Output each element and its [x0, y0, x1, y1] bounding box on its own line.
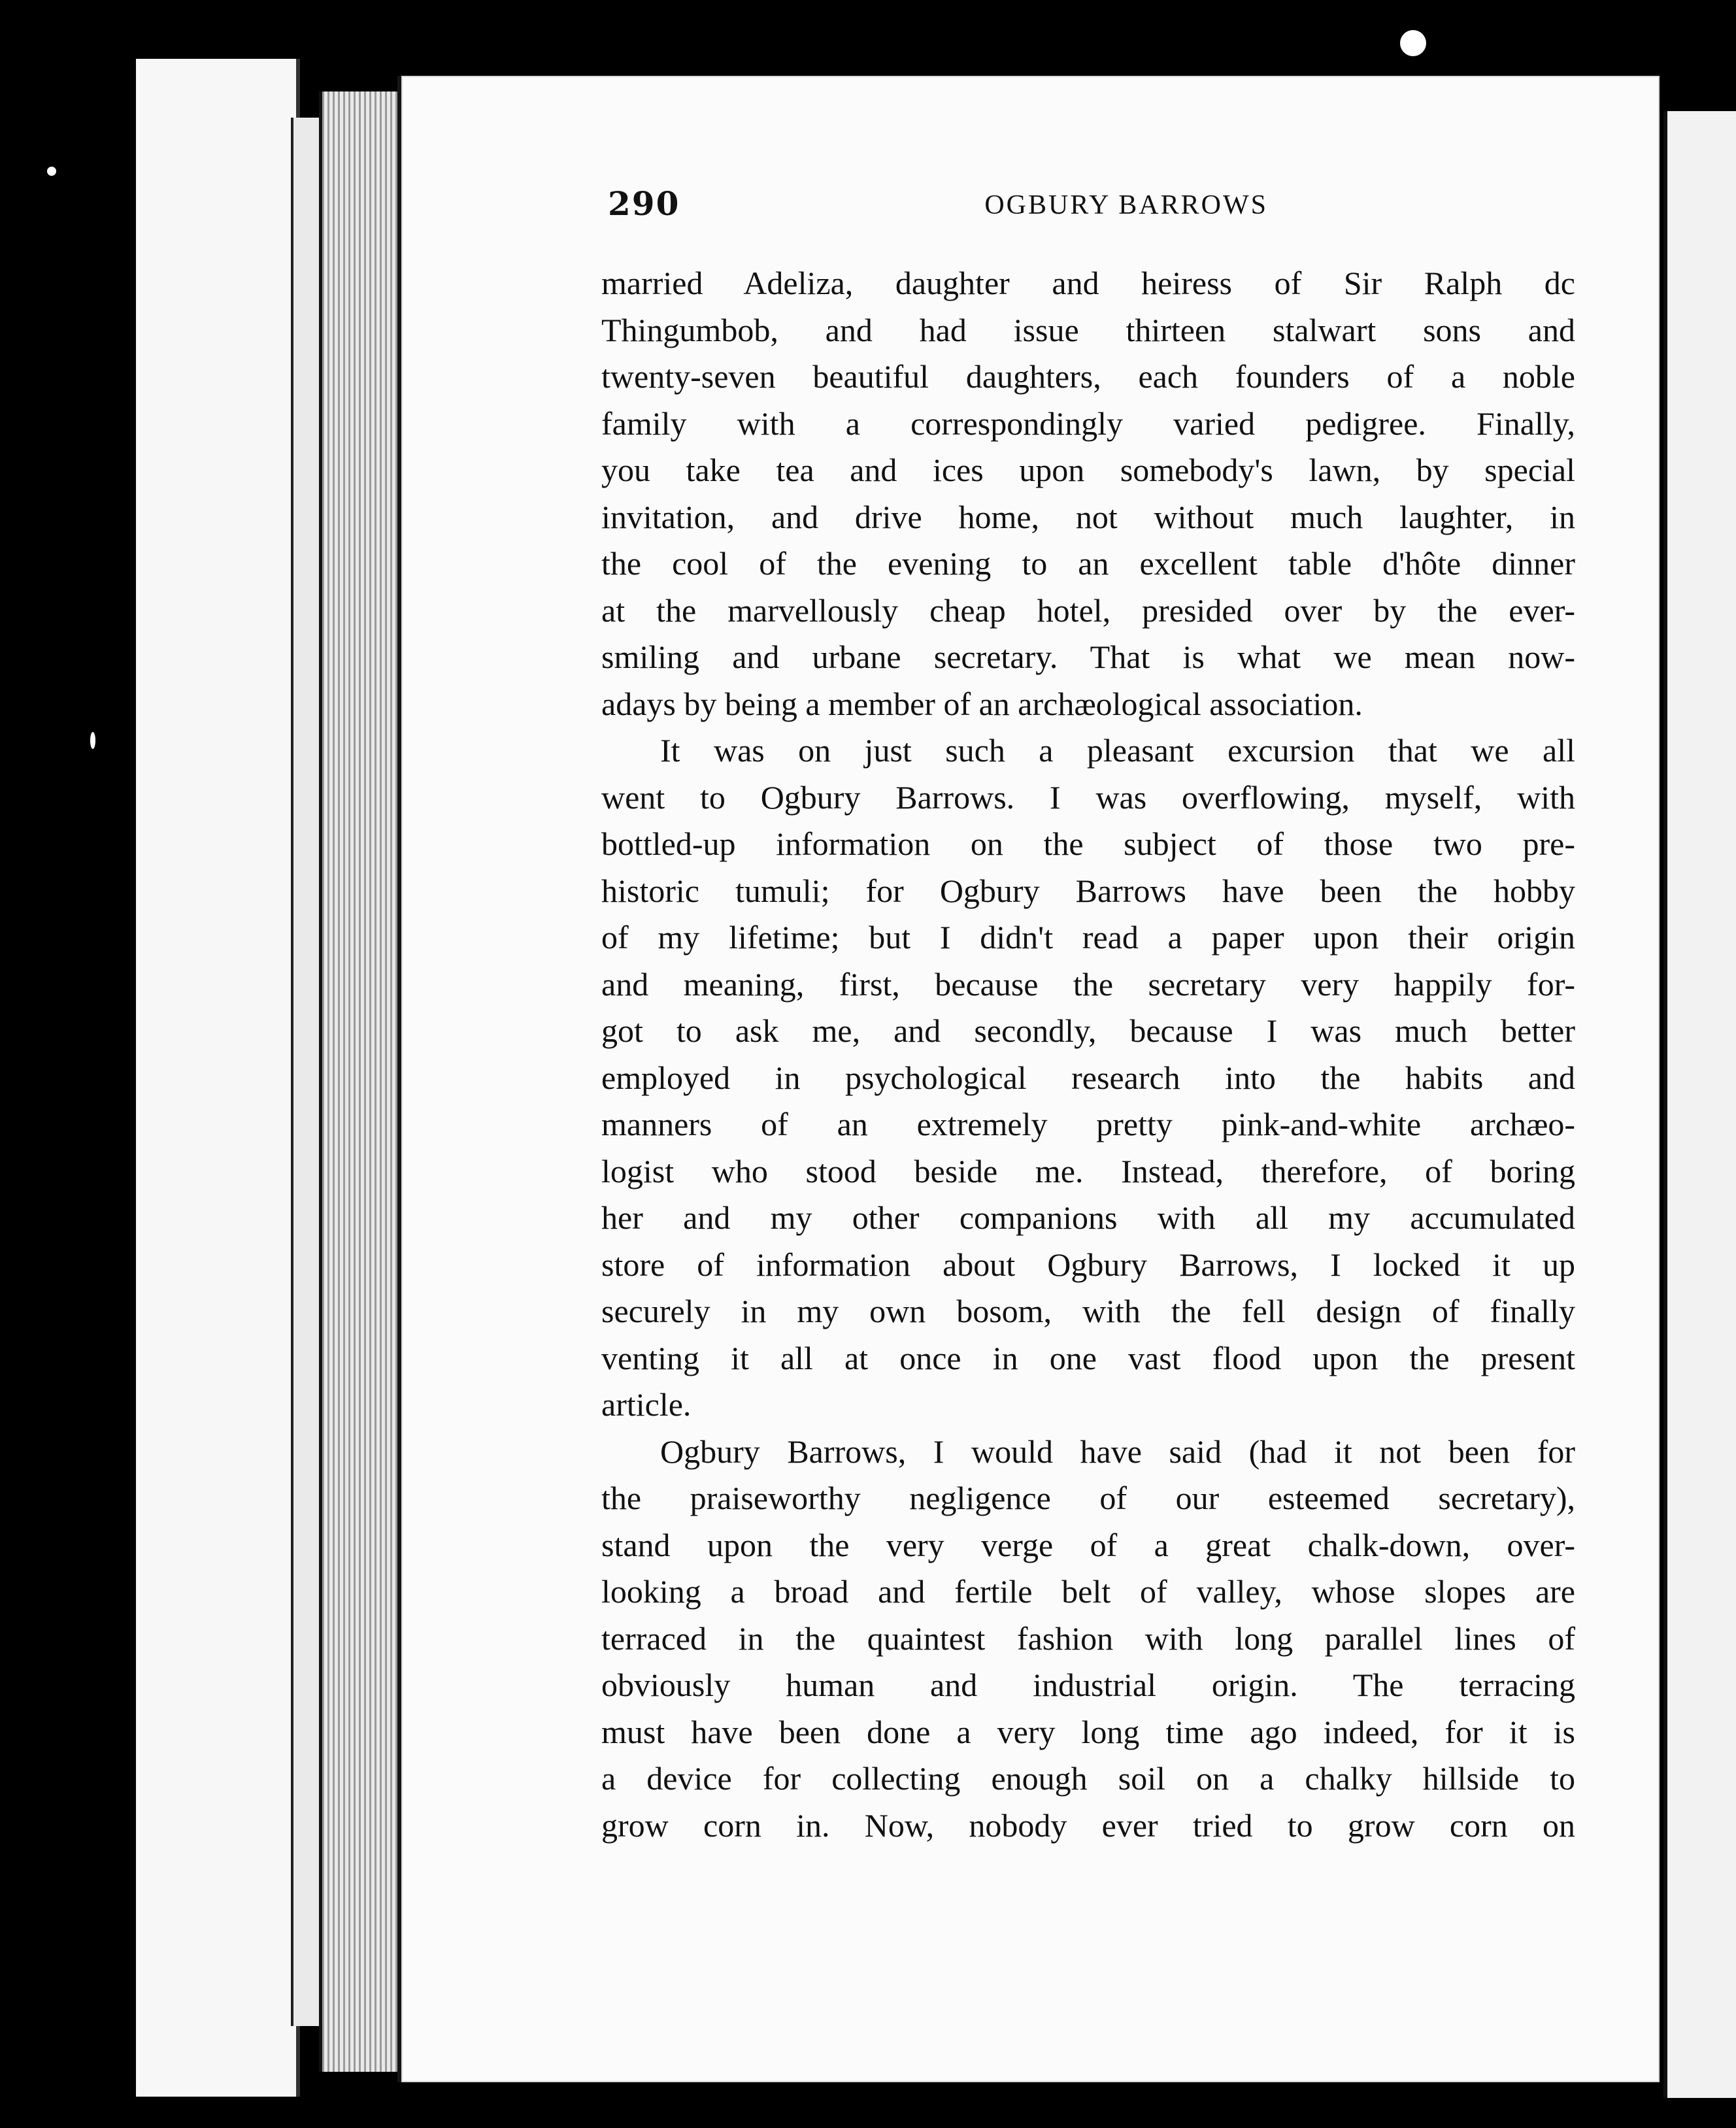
text-line: at the marvellously cheap hotel, presided over by the ever- [601, 591, 1575, 629]
text-line: twenty-seven beautiful daughters, each founders of a noble [601, 358, 1575, 395]
page-edge-strip [291, 118, 322, 2026]
text-line: smiling and urbane secretary. That is what we mean now- [601, 639, 1575, 675]
text-line: the praiseworthy negligence of our esteemed secretary), [601, 1480, 1575, 1516]
next-page-edge [1663, 111, 1736, 2098]
header-title: OGBURY BARROWS [984, 190, 1268, 220]
scan-speck [90, 732, 95, 749]
text-line: family with a correspondingly varied pedigree. Finally, [601, 405, 1575, 442]
text-line: article. [601, 1386, 692, 1423]
text-line: venting it all at once in one vast flood upon the present [601, 1339, 1575, 1376]
stacked-page-edges [319, 91, 401, 2072]
text-line: obviously human and industrial origin. The terracing [601, 1667, 1575, 1703]
text-line: bottled-up information on the subject of those two pre- [601, 825, 1575, 862]
text-line: employed in psychological research into the habits and [601, 1059, 1575, 1096]
facing-page-blank [136, 59, 300, 2097]
text-line: grow corn in. Now, nobody ever tried to grow corn on [601, 1806, 1575, 1844]
text-line: adays by being a member of an archæological association. [601, 685, 1363, 722]
text-line: got to ask me, and secondly, because I was much better [601, 1012, 1575, 1049]
text-line: and meaning, first, because the secretary very happily for- [601, 965, 1575, 1003]
text-line: looking a broad and fertile belt of valley, whose slopes are [601, 1573, 1575, 1610]
running-head [608, 184, 1268, 230]
scan-speck [1400, 30, 1426, 56]
text-line: stand upon the very verge of a great chalk-down, over- [601, 1526, 1575, 1563]
body-text [601, 260, 1575, 1849]
text-line: invitation, and drive home, not without much laughter, in [601, 498, 1575, 535]
text-line: must have been done a very long time ago indeed, for it is [601, 1713, 1575, 1750]
text-line: Thingumbob, and had issue thirteen stalwart sons and [601, 311, 1575, 348]
text-line: the cool of the evening to an excellent table d'hôte dinner [601, 545, 1575, 582]
text-line: went to Ogbury Barrows. I was overflowing, myself, with [601, 778, 1575, 816]
text-line: married Adeliza, daughter and heiress of Sir Ralph dc [601, 265, 1575, 301]
text-line: securely in my own bosom, with the fell design of finally [601, 1293, 1575, 1329]
text-line: you take tea and ices upon somebody's lawn, by special [601, 452, 1575, 488]
text-line: logist who stood beside me. Instead, therefore, of boring [601, 1152, 1575, 1189]
text-line: historic tumuli; for Ogbury Barrows have been the hobby [601, 872, 1575, 909]
scan-speck [47, 167, 56, 176]
text-line: of my lifetime; but I didn't read a paper upon their origin [601, 919, 1575, 956]
text-line: terraced in the quaintest fashion with long parallel lines of [601, 1620, 1575, 1657]
text-line: store of information about Ogbury Barrows, I locked it up [601, 1246, 1575, 1283]
paragraph-start-line: It was on just such a pleasant excursion that we all [660, 732, 1575, 769]
page-number: 290 [608, 184, 680, 223]
paragraph-start-line: Ogbury Barrows, I would have said (had it not been for [660, 1433, 1575, 1470]
text-line: her and my other companions with all my accumulated [601, 1199, 1575, 1236]
text-line: a device for collecting enough soil on a chalky hillside to [601, 1760, 1575, 1797]
text-line: manners of an extremely pretty pink-and-white archæo- [601, 1106, 1575, 1142]
